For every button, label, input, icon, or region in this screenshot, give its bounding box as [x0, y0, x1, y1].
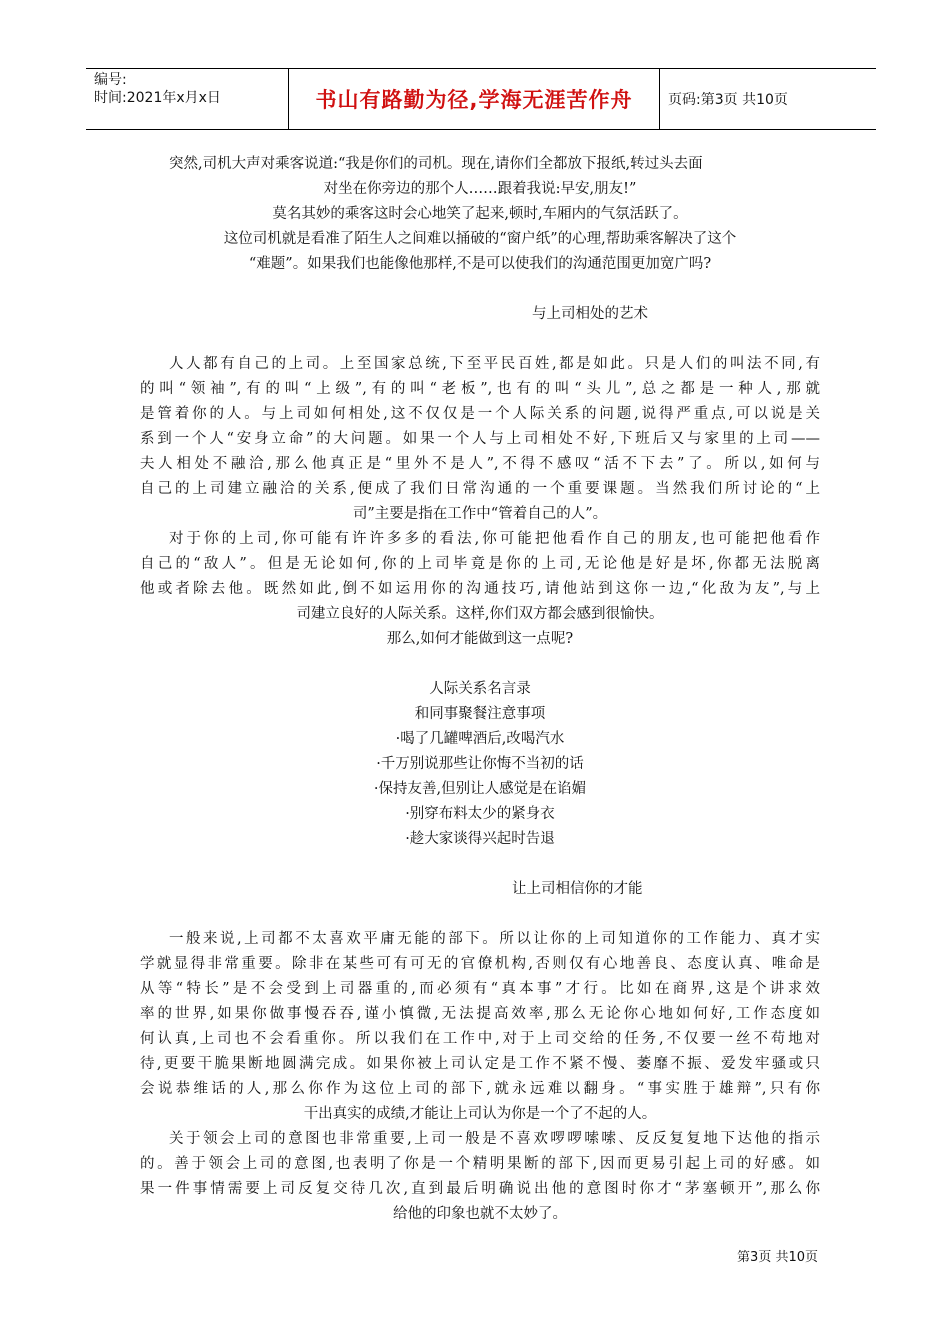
quote-item: ·保持友善,但别让人感觉是在谄媚 — [373, 781, 587, 797]
paragraph-line: 自己的上司建立融洽的关系,便成了我们日常沟通的一个重要课题。当然我们所讨论的“上 — [140, 481, 820, 497]
paragraph-line: 突然,司机大声对乘客说道:“我是你们的司机。现在,请你们全都放下报纸,转过头去面 — [169, 156, 703, 172]
section-title: 让上司相信你的才能 — [512, 881, 643, 897]
paragraph-line: 对坐在你旁边的那个人……跟着我说:早安,朋友!” — [323, 181, 637, 197]
motto-text: 书山有路勤为径,学海无涯苦作舟 — [315, 88, 633, 112]
document-body — [140, 152, 820, 1227]
header-meta — [86, 69, 288, 129]
quote-item: ·千万别说那些让你悔不当初的话 — [376, 756, 584, 772]
paragraph-line: 一般来说,上司都不太喜欢平庸无能的部下。所以让你的上司知道你的工作能力、真才实 — [169, 931, 820, 947]
quote-item: ·别穿布料太少的紧身衣 — [405, 806, 555, 822]
paragraph-line: 关于领会上司的意图也非常重要,上司一般是不喜欢啰啰嗦嗦、反反复复地下达他的指示 — [169, 1131, 820, 1147]
section-title: 与上司相处的艺术 — [532, 306, 648, 322]
paragraph-line: 那么,如何才能做到这一点呢? — [386, 631, 574, 647]
paragraph-line: 人人都有自己的上司。上至国家总统,下至平民百姓,都是如此。只是人们的叫法不同,有 — [169, 356, 820, 372]
paragraph-line: 是管着你的人。与上司如何相处,这不仅仅是一个人际关系的问题,说得严重点,可以说是关 — [140, 406, 820, 422]
paragraph-line: 给他的印象也就不太妙了。 — [393, 1206, 567, 1222]
paragraph-line: 会说恭维话的人,那么你作为这位上司的部下,就永远难以翻身。“事实胜于雄辩”,只有你 — [140, 1081, 820, 1097]
quote-item: ·喝了几罐啤酒后,改喝汽水 — [395, 731, 565, 747]
paragraph-line: 何认真,上司也不会看重你。所以我们在工作中,对于上司交给的任务,不仅要一丝不苟地对 — [140, 1031, 820, 1047]
paragraph-line: 夫人相处不融洽,那么他真正是“里外不是人”,不得不感叹“活不下去”了。所以,如何与 — [140, 456, 820, 472]
header-page-label: 页码:第3页 共10页 — [668, 92, 788, 108]
header-motto-cell — [288, 69, 660, 129]
paragraph-line: 率的世界,如果你做事慢吞吞,谨小慎微,无法提高效率,那么无论你心地如何好,工作态度如 — [140, 1006, 820, 1022]
paragraph-line: 对于你的上司,你可能有许许多多的看法,你可能把他看作自己的朋友,也可能把他看作 — [169, 531, 820, 547]
paragraph-line: 他或者除去他。既然如此,倒不如运用你的沟通技巧,请他站到这你一边,“化敌为友”,与上 — [140, 581, 820, 597]
paragraph-line: 司建立良好的人际关系。这样,你们双方都会感到很愉快。 — [296, 606, 664, 622]
paragraph-line: 学就显得非常重要。除非在某些可有可无的官僚机构,否则仅有心地善良、态度认真、唯命是 — [140, 956, 820, 972]
paragraph-line: 果一件事情需要上司反复交待几次,直到最后明确说出他的意图时你才“茅塞顿开”,那么你 — [140, 1181, 820, 1197]
time-label: 时间:2021年x月x日 — [94, 90, 221, 106]
paragraph-line: “难题”。如果我们也能像他那样,不是可以使我们的沟通范围更加宽广吗? — [248, 256, 712, 272]
quotes-subtitle: 和同事聚餐注意事项 — [414, 706, 546, 722]
quote-item: ·趁大家谈得兴起时告退 — [405, 831, 555, 847]
paragraph-line: 干出真实的成绩,才能让上司认为你是一个了不起的人。 — [303, 1106, 657, 1122]
footer-page-number: 第3页 共10页 — [737, 1250, 818, 1265]
number-label: 编号: — [94, 72, 127, 88]
paragraph-line: 的叫“领袖”,有的叫“上级”,有的叫“老板”,也有的叫“头儿”,总之都是一种人,那就 — [140, 381, 820, 397]
paragraph-line: 自己的“敌人”。但是无论如何,你的上司毕竟是你的上司,无论他是好是坏,你都无法脱离 — [140, 556, 820, 572]
header-page-cell — [660, 69, 876, 129]
paragraph-line: 从等“特长”是不会受到上司器重的,而必须有“真本事”才行。比如在商界,这是个讲求效 — [140, 981, 820, 997]
quotes-title: 人际关系名言录 — [429, 681, 531, 697]
paragraph-line: 这位司机就是看准了陌生人之间难以捅破的“窗户纸”的心理,帮助乘客解决了这个 — [223, 231, 737, 247]
header-table — [86, 68, 876, 130]
paragraph-line: 待,更要干脆果断地圆满完成。如果你被上司认定是工作不紧不慢、萎靡不振、爱发牢骚或只 — [140, 1056, 820, 1072]
paragraph-line: 的。善于领会上司的意图,也表明了你是一个精明果断的部下,因而更易引起上司的好感。如 — [140, 1156, 820, 1172]
paragraph-line: 系到一个人“安身立命”的大问题。如果一个人与上司相处不好,下班后又与家里的上司—— — [140, 431, 820, 447]
paragraph-line: 司”主要是指在工作中“管着自己的人”。 — [352, 506, 608, 522]
paragraph-line: 莫名其妙的乘客这时会心地笑了起来,顿时,车厢内的气氛活跃了。 — [272, 206, 688, 222]
